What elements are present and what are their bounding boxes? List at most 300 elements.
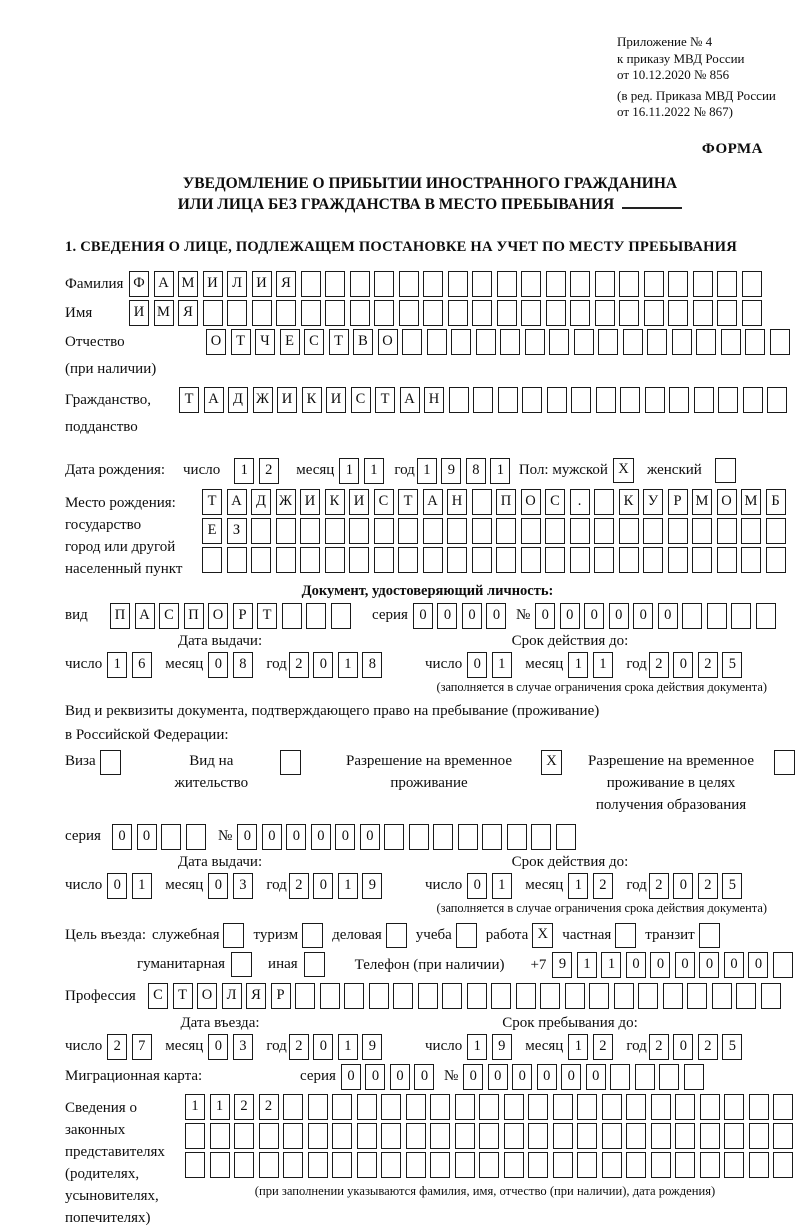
char-box[interactable]: 0	[626, 952, 646, 978]
char-box[interactable]	[626, 1152, 646, 1178]
char-box[interactable]	[595, 271, 615, 297]
char-box[interactable]	[700, 1152, 720, 1178]
char-box[interactable]	[259, 1152, 279, 1178]
char-box[interactable]: 0	[112, 824, 132, 850]
char-box[interactable]	[571, 387, 591, 413]
char-box[interactable]	[668, 300, 688, 326]
char-box[interactable]: 5	[722, 873, 742, 899]
char-box[interactable]: 0	[335, 824, 355, 850]
char-box[interactable]	[276, 518, 296, 544]
char-box[interactable]	[479, 1094, 499, 1120]
char-box[interactable]	[398, 547, 418, 573]
char-box[interactable]	[724, 1094, 744, 1120]
char-box[interactable]	[668, 547, 688, 573]
char-box[interactable]	[374, 300, 394, 326]
char-box[interactable]: 1	[185, 1094, 205, 1120]
char-box[interactable]: 9	[441, 458, 461, 484]
purpose-study-checkbox[interactable]	[456, 923, 477, 948]
char-box[interactable]: А	[154, 271, 174, 297]
char-box[interactable]: 0	[673, 1034, 693, 1060]
char-box[interactable]: 2	[593, 873, 613, 899]
char-box[interactable]	[675, 1152, 695, 1178]
char-box[interactable]: А	[204, 387, 224, 413]
char-box[interactable]	[602, 1094, 622, 1120]
char-box[interactable]: 0	[699, 952, 719, 978]
char-box[interactable]	[602, 1123, 622, 1149]
char-box[interactable]	[717, 547, 737, 573]
char-box[interactable]	[522, 387, 542, 413]
char-box[interactable]: 0	[360, 824, 380, 850]
char-box[interactable]	[331, 603, 351, 629]
char-box[interactable]	[308, 1094, 328, 1120]
char-box[interactable]: 0	[658, 603, 678, 629]
purpose-humanitarian-checkbox[interactable]	[231, 952, 252, 977]
char-box[interactable]	[308, 1123, 328, 1149]
char-box[interactable]	[626, 1123, 646, 1149]
char-box[interactable]	[596, 387, 616, 413]
char-box[interactable]	[320, 983, 340, 1009]
char-box[interactable]	[455, 1094, 475, 1120]
char-box[interactable]	[332, 1094, 352, 1120]
char-box[interactable]	[626, 1094, 646, 1120]
char-box[interactable]: 7	[132, 1034, 152, 1060]
char-box[interactable]: 8	[362, 652, 382, 678]
char-box[interactable]	[766, 547, 786, 573]
char-box[interactable]	[497, 300, 517, 326]
char-box[interactable]: И	[326, 387, 346, 413]
char-box[interactable]	[344, 983, 364, 1009]
char-box[interactable]: 0	[413, 603, 433, 629]
char-box[interactable]	[283, 1123, 303, 1149]
char-box[interactable]: 1	[601, 952, 621, 978]
char-box[interactable]	[651, 1152, 671, 1178]
char-box[interactable]	[669, 387, 689, 413]
char-box[interactable]: У	[643, 489, 663, 515]
char-box[interactable]: О	[208, 603, 228, 629]
char-box[interactable]	[766, 518, 786, 544]
char-box[interactable]	[283, 1094, 303, 1120]
char-box[interactable]	[574, 329, 594, 355]
char-box[interactable]	[668, 518, 688, 544]
char-box[interactable]	[741, 518, 761, 544]
char-box[interactable]: 1	[339, 458, 359, 484]
char-box[interactable]	[528, 1152, 548, 1178]
char-box[interactable]: 0	[650, 952, 670, 978]
char-box[interactable]	[500, 329, 520, 355]
char-box[interactable]: С	[148, 983, 168, 1009]
char-box[interactable]	[647, 329, 667, 355]
char-box[interactable]	[623, 329, 643, 355]
char-box[interactable]	[504, 1152, 524, 1178]
char-box[interactable]	[756, 603, 776, 629]
char-box[interactable]	[161, 824, 181, 850]
char-box[interactable]	[430, 1094, 450, 1120]
char-box[interactable]	[186, 824, 206, 850]
char-box[interactable]	[577, 1123, 597, 1149]
char-box[interactable]	[472, 300, 492, 326]
char-box[interactable]	[479, 1123, 499, 1149]
char-box[interactable]	[496, 547, 516, 573]
char-box[interactable]	[619, 518, 639, 544]
char-box[interactable]: 5	[722, 652, 742, 678]
temp-residence-checkbox[interactable]: X	[541, 750, 562, 775]
char-box[interactable]	[455, 1123, 475, 1149]
char-box[interactable]: 0	[437, 603, 457, 629]
char-box[interactable]	[393, 983, 413, 1009]
char-box[interactable]: О	[206, 329, 226, 355]
char-box[interactable]	[743, 387, 763, 413]
char-box[interactable]: 0	[463, 1064, 483, 1090]
char-box[interactable]	[350, 300, 370, 326]
char-box[interactable]	[619, 300, 639, 326]
char-box[interactable]	[707, 603, 727, 629]
char-box[interactable]	[295, 983, 315, 1009]
char-box[interactable]	[643, 547, 663, 573]
char-box[interactable]: Н	[447, 489, 467, 515]
char-box[interactable]: О	[197, 983, 217, 1009]
char-box[interactable]: 0	[286, 824, 306, 850]
char-box[interactable]: 0	[107, 873, 127, 899]
char-box[interactable]	[458, 824, 478, 850]
purpose-official-checkbox[interactable]	[223, 923, 244, 948]
char-box[interactable]	[301, 271, 321, 297]
char-box[interactable]: 0	[486, 603, 506, 629]
char-box[interactable]: 0	[462, 603, 482, 629]
char-box[interactable]: 1	[132, 873, 152, 899]
char-box[interactable]: И	[277, 387, 297, 413]
char-box[interactable]: 0	[208, 1034, 228, 1060]
char-box[interactable]: Е	[280, 329, 300, 355]
char-box[interactable]: 2	[698, 1034, 718, 1060]
char-box[interactable]	[227, 300, 247, 326]
char-box[interactable]	[433, 824, 453, 850]
char-box[interactable]	[540, 983, 560, 1009]
char-box[interactable]	[251, 518, 271, 544]
char-box[interactable]	[731, 603, 751, 629]
char-box[interactable]: С	[304, 329, 324, 355]
char-box[interactable]	[423, 271, 443, 297]
char-box[interactable]: О	[378, 329, 398, 355]
char-box[interactable]: Я	[276, 271, 296, 297]
char-box[interactable]	[447, 518, 467, 544]
char-box[interactable]: 2	[289, 1034, 309, 1060]
char-box[interactable]: 0	[535, 603, 555, 629]
char-box[interactable]	[545, 547, 565, 573]
char-box[interactable]	[252, 300, 272, 326]
char-box[interactable]	[721, 329, 741, 355]
char-box[interactable]: 2	[289, 652, 309, 678]
char-box[interactable]: П	[184, 603, 204, 629]
char-box[interactable]	[635, 1064, 655, 1090]
char-box[interactable]: 1	[490, 458, 510, 484]
char-box[interactable]	[619, 547, 639, 573]
char-box[interactable]	[491, 983, 511, 1009]
char-box[interactable]: 3	[233, 1034, 253, 1060]
char-box[interactable]	[595, 300, 615, 326]
char-box[interactable]: 6	[132, 652, 152, 678]
char-box[interactable]	[718, 387, 738, 413]
char-box[interactable]	[399, 271, 419, 297]
char-box[interactable]	[577, 1152, 597, 1178]
char-box[interactable]	[357, 1123, 377, 1149]
char-box[interactable]	[749, 1152, 769, 1178]
char-box[interactable]: 1	[568, 873, 588, 899]
char-box[interactable]: Б	[766, 489, 786, 515]
char-box[interactable]: Л	[222, 983, 242, 1009]
char-box[interactable]: Н	[424, 387, 444, 413]
char-box[interactable]: .	[570, 489, 590, 515]
char-box[interactable]: 2	[234, 1094, 254, 1120]
purpose-transit-checkbox[interactable]	[699, 923, 720, 948]
char-box[interactable]	[651, 1123, 671, 1149]
char-box[interactable]	[694, 387, 714, 413]
char-box[interactable]	[473, 387, 493, 413]
char-box[interactable]	[693, 271, 713, 297]
char-box[interactable]	[594, 547, 614, 573]
char-box[interactable]: 2	[289, 873, 309, 899]
char-box[interactable]	[455, 1152, 475, 1178]
char-box[interactable]: А	[423, 489, 443, 515]
char-box[interactable]	[692, 518, 712, 544]
char-box[interactable]: М	[178, 271, 198, 297]
char-box[interactable]	[773, 1094, 793, 1120]
char-box[interactable]	[399, 300, 419, 326]
char-box[interactable]: Т	[231, 329, 251, 355]
char-box[interactable]: 0	[748, 952, 768, 978]
char-box[interactable]	[659, 1064, 679, 1090]
char-box[interactable]: 1	[338, 873, 358, 899]
char-box[interactable]	[619, 271, 639, 297]
char-box[interactable]	[496, 518, 516, 544]
char-box[interactable]	[620, 387, 640, 413]
char-box[interactable]	[692, 547, 712, 573]
char-box[interactable]: Д	[251, 489, 271, 515]
char-box[interactable]: 0	[633, 603, 653, 629]
char-box[interactable]: Т	[173, 983, 193, 1009]
char-box[interactable]	[467, 983, 487, 1009]
char-box[interactable]: И	[203, 271, 223, 297]
char-box[interactable]	[589, 983, 609, 1009]
char-box[interactable]: 2	[698, 873, 718, 899]
char-box[interactable]	[349, 547, 369, 573]
char-box[interactable]	[521, 547, 541, 573]
char-box[interactable]: З	[227, 518, 247, 544]
char-box[interactable]: И	[252, 271, 272, 297]
char-box[interactable]	[594, 489, 614, 515]
char-box[interactable]: 2	[649, 652, 669, 678]
char-box[interactable]	[384, 824, 404, 850]
char-box[interactable]: 0	[390, 1064, 410, 1090]
char-box[interactable]	[770, 329, 790, 355]
char-box[interactable]	[418, 983, 438, 1009]
char-box[interactable]: М	[154, 300, 174, 326]
char-box[interactable]	[644, 271, 664, 297]
char-box[interactable]	[482, 824, 502, 850]
char-box[interactable]	[516, 983, 536, 1009]
char-box[interactable]: К	[619, 489, 639, 515]
char-box[interactable]: 2	[649, 1034, 669, 1060]
char-box[interactable]: 0	[584, 603, 604, 629]
char-box[interactable]: М	[692, 489, 712, 515]
char-box[interactable]	[553, 1094, 573, 1120]
char-box[interactable]: И	[349, 489, 369, 515]
char-box[interactable]	[406, 1094, 426, 1120]
char-box[interactable]	[357, 1152, 377, 1178]
char-box[interactable]	[497, 271, 517, 297]
char-box[interactable]	[448, 300, 468, 326]
char-box[interactable]	[423, 518, 443, 544]
char-box[interactable]: Я	[178, 300, 198, 326]
char-box[interactable]	[406, 1152, 426, 1178]
char-box[interactable]: Р	[233, 603, 253, 629]
char-box[interactable]	[553, 1152, 573, 1178]
char-box[interactable]	[700, 1123, 720, 1149]
temp-residence-education-checkbox[interactable]	[774, 750, 795, 775]
char-box[interactable]: 1	[364, 458, 384, 484]
char-box[interactable]	[644, 300, 664, 326]
char-box[interactable]: 1	[568, 1034, 588, 1060]
char-box[interactable]	[553, 1123, 573, 1149]
char-box[interactable]: 2	[259, 1094, 279, 1120]
char-box[interactable]	[773, 1152, 793, 1178]
char-box[interactable]	[724, 1152, 744, 1178]
char-box[interactable]: 0	[561, 1064, 581, 1090]
char-box[interactable]: А	[227, 489, 247, 515]
char-box[interactable]	[717, 518, 737, 544]
char-box[interactable]	[430, 1152, 450, 1178]
char-box[interactable]	[700, 1094, 720, 1120]
char-box[interactable]: Е	[202, 518, 222, 544]
char-box[interactable]: Т	[202, 489, 222, 515]
char-box[interactable]	[398, 518, 418, 544]
char-box[interactable]	[185, 1123, 205, 1149]
char-box[interactable]	[547, 387, 567, 413]
purpose-work-checkbox[interactable]: X	[532, 923, 553, 948]
char-box[interactable]: Т	[257, 603, 277, 629]
char-box[interactable]: 0	[673, 652, 693, 678]
char-box[interactable]	[682, 603, 702, 629]
char-box[interactable]: 5	[722, 1034, 742, 1060]
char-box[interactable]	[663, 983, 683, 1009]
residence-permit-checkbox[interactable]	[280, 750, 301, 775]
char-box[interactable]: Ч	[255, 329, 275, 355]
char-box[interactable]	[546, 271, 566, 297]
char-box[interactable]	[577, 1094, 597, 1120]
char-box[interactable]: 0	[724, 952, 744, 978]
char-box[interactable]	[504, 1094, 524, 1120]
char-box[interactable]: 1	[568, 652, 588, 678]
char-box[interactable]: И	[129, 300, 149, 326]
char-box[interactable]	[306, 603, 326, 629]
char-box[interactable]	[598, 329, 618, 355]
char-box[interactable]	[570, 547, 590, 573]
char-box[interactable]: 0	[673, 873, 693, 899]
char-box[interactable]	[202, 547, 222, 573]
char-box[interactable]	[724, 1123, 744, 1149]
char-box[interactable]	[203, 300, 223, 326]
char-box[interactable]: Я	[246, 983, 266, 1009]
char-box[interactable]: 0	[262, 824, 282, 850]
char-box[interactable]: С	[545, 489, 565, 515]
char-box[interactable]: 1	[577, 952, 597, 978]
char-box[interactable]	[448, 271, 468, 297]
char-box[interactable]: 1	[492, 873, 512, 899]
char-box[interactable]: 1	[234, 458, 254, 484]
char-box[interactable]: 0	[313, 652, 333, 678]
char-box[interactable]: О	[521, 489, 541, 515]
char-box[interactable]: 3	[233, 873, 253, 899]
char-box[interactable]: 1	[210, 1094, 230, 1120]
char-box[interactable]	[427, 329, 447, 355]
char-box[interactable]	[409, 824, 429, 850]
char-box[interactable]	[565, 983, 585, 1009]
char-box[interactable]	[259, 1123, 279, 1149]
char-box[interactable]	[381, 1123, 401, 1149]
char-box[interactable]	[472, 518, 492, 544]
char-box[interactable]: 0	[365, 1064, 385, 1090]
char-box[interactable]	[300, 547, 320, 573]
char-box[interactable]	[717, 271, 737, 297]
char-box[interactable]: 1	[593, 652, 613, 678]
char-box[interactable]: 0	[311, 824, 331, 850]
char-box[interactable]: 0	[488, 1064, 508, 1090]
char-box[interactable]: Т	[179, 387, 199, 413]
char-box[interactable]: 9	[552, 952, 572, 978]
char-box[interactable]	[350, 271, 370, 297]
char-box[interactable]	[381, 1094, 401, 1120]
char-box[interactable]	[549, 329, 569, 355]
char-box[interactable]: Ф	[129, 271, 149, 297]
char-box[interactable]	[594, 518, 614, 544]
char-box[interactable]: Т	[398, 489, 418, 515]
char-box[interactable]: 0	[208, 873, 228, 899]
char-box[interactable]	[507, 824, 527, 850]
char-box[interactable]	[332, 1152, 352, 1178]
char-box[interactable]	[761, 983, 781, 1009]
char-box[interactable]	[283, 1152, 303, 1178]
char-box[interactable]	[521, 300, 541, 326]
char-box[interactable]: 8	[233, 652, 253, 678]
char-box[interactable]: 2	[698, 652, 718, 678]
char-box[interactable]	[349, 518, 369, 544]
char-box[interactable]: 0	[467, 652, 487, 678]
char-box[interactable]	[210, 1152, 230, 1178]
char-box[interactable]	[741, 547, 761, 573]
char-box[interactable]: 2	[259, 458, 279, 484]
char-box[interactable]: Л	[227, 271, 247, 297]
char-box[interactable]: 9	[492, 1034, 512, 1060]
char-box[interactable]	[423, 547, 443, 573]
char-box[interactable]	[749, 1123, 769, 1149]
char-box[interactable]	[749, 1094, 769, 1120]
char-box[interactable]: В	[353, 329, 373, 355]
char-box[interactable]	[276, 300, 296, 326]
char-box[interactable]: 2	[593, 1034, 613, 1060]
char-box[interactable]: 0	[313, 1034, 333, 1060]
char-box[interactable]	[712, 983, 732, 1009]
char-box[interactable]	[610, 1064, 630, 1090]
char-box[interactable]	[684, 1064, 704, 1090]
char-box[interactable]	[668, 271, 688, 297]
char-box[interactable]	[472, 547, 492, 573]
char-box[interactable]	[374, 271, 394, 297]
char-box[interactable]	[476, 329, 496, 355]
purpose-tourism-checkbox[interactable]	[302, 923, 323, 948]
char-box[interactable]: К	[302, 387, 322, 413]
char-box[interactable]	[402, 329, 422, 355]
char-box[interactable]	[570, 518, 590, 544]
char-box[interactable]: 0	[675, 952, 695, 978]
